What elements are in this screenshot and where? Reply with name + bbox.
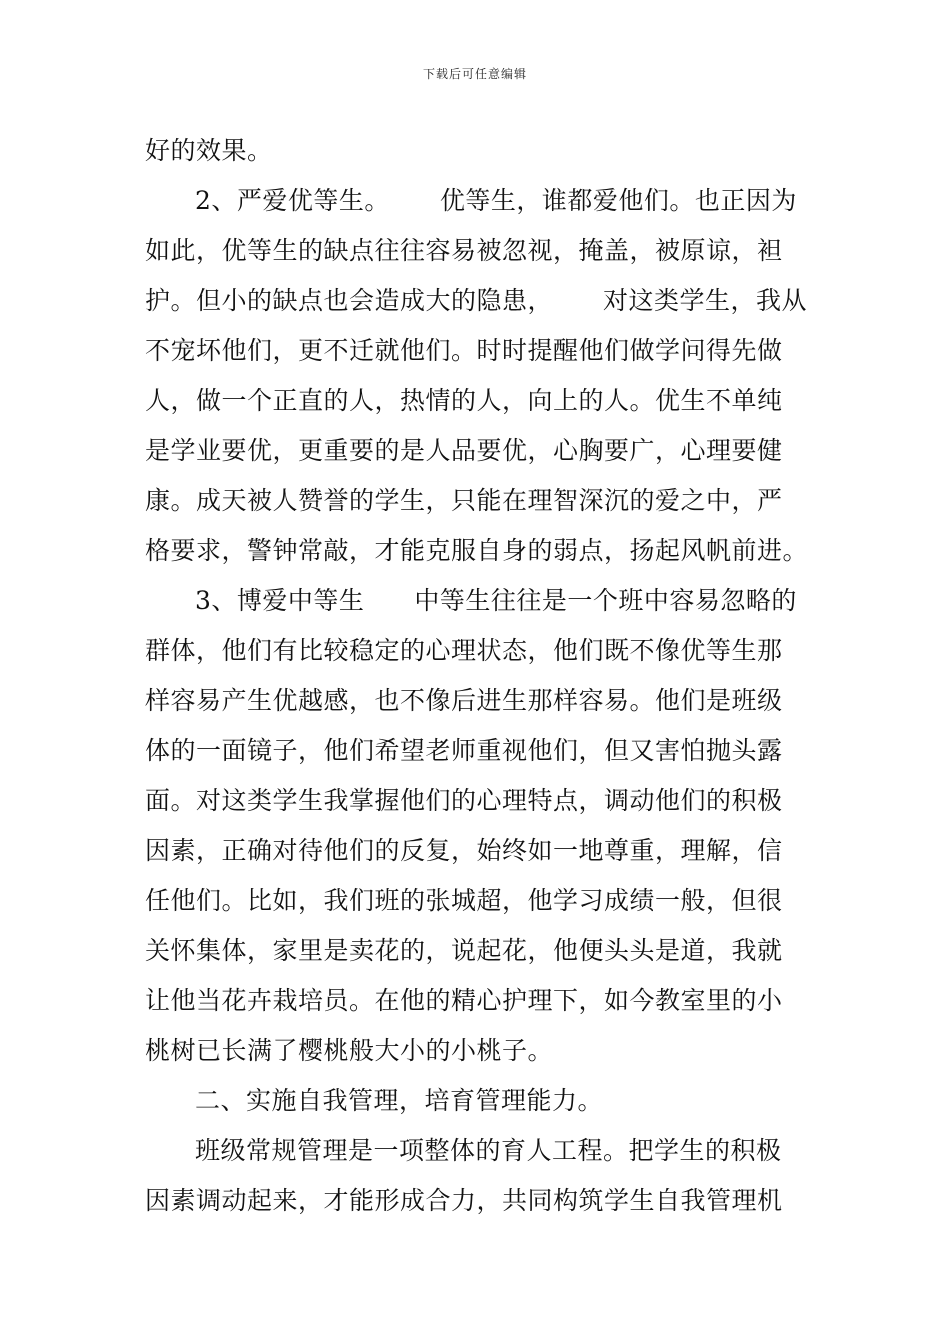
text-line: 人，做一个正直的人，热情的人，向上的人。优生不单纯 (145, 386, 783, 415)
text-line: 康。成天被人赞誉的学生，只能在理智深沉的爱之中，严 (145, 486, 783, 515)
paragraph-line (145, 576, 810, 626)
text-segment: 对这类学生，我从 (603, 286, 808, 315)
section-heading: 3、博爱中等生 (195, 586, 365, 615)
paragraph-line (145, 276, 810, 326)
text-line: 好的效果。 (145, 136, 273, 165)
text-line: 班级常规管理是一项整体的育人工程。把学生的积极 (195, 1136, 782, 1165)
text-line: 关怀集体，家里是卖花的，说起花，他便头头是道，我就 (145, 936, 783, 965)
text-line: 体的一面镜子，他们希望老师重视他们，但又害怕抛头露 (145, 736, 783, 765)
text-segment: 优等生，谁都爱他们。也正因为 (439, 186, 797, 215)
section-heading: 2、严爱优等生。 (195, 186, 390, 215)
text-line: 格要求，警钟常敲，才能克服自身的弱点，扬起风帆前进。 (145, 536, 809, 565)
page-header: 下载后可任意编辑 (422, 67, 527, 81)
text-segment: 护。但小的缺点也会造成大的隐患， (145, 286, 554, 315)
text-line: 不宠坏他们，更不迁就他们。时时提醒他们做学问得先做 (145, 336, 783, 365)
document-body (145, 126, 810, 1226)
text-line: 桃树已长满了樱桃般大小的小桃子。 (145, 1036, 554, 1065)
section-heading: 二、实施自我管理，培育管理能力。 (195, 1086, 604, 1115)
text-segment: 中等生往往是一个班中容易忽略的 (414, 586, 797, 615)
text-line: 如此，优等生的缺点往往容易被忽视，掩盖，被原谅，袒 (145, 236, 783, 265)
text-line: 任他们。比如，我们班的张城超，他学习成绩一般，但很 (145, 886, 783, 915)
text-line: 是学业要优，更重要的是人品要优，心胸要广，心理要健 (145, 436, 783, 465)
text-line: 让他当花卉栽培员。在他的精心护理下，如今教室里的小 (145, 986, 783, 1015)
text-line: 因素调动起来，才能形成合力，共同构筑学生自我管理机 (145, 1186, 783, 1215)
text-line: 群体，他们有比较稳定的心理状态，他们既不像优等生那 (145, 636, 783, 665)
text-line: 样容易产生优越感，也不像后进生那样容易。他们是班级 (145, 686, 783, 715)
text-line: 面。对这类学生我掌握他们的心理特点，调动他们的积极 (145, 786, 783, 815)
text-line: 因素，正确对待他们的反复，始终如一地尊重，理解，信 (145, 836, 783, 865)
paragraph-line (145, 176, 810, 226)
